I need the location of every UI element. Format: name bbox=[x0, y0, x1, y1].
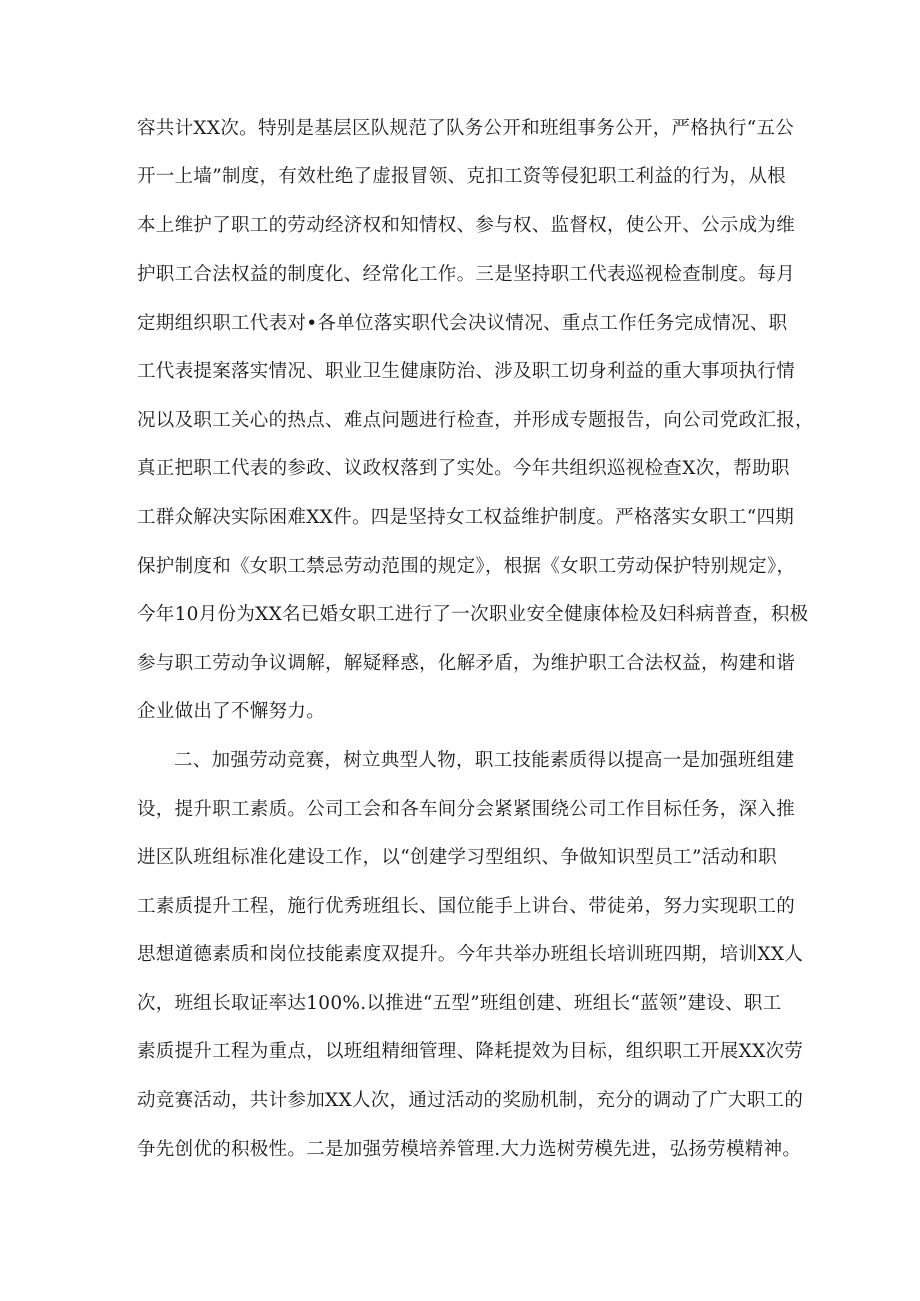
text-line: 况以及职工关心的热点、难点问题进行检查，并形成专题报告，向公司党政汇报， bbox=[137, 410, 814, 431]
text-line: 次，班组长取证率达100%.以推进“五型”班组创建、班组长“蓝领”建设、职工 bbox=[137, 993, 782, 1014]
text-line: 企业做出了不懈努力。 bbox=[137, 701, 326, 722]
text-line: 争先创优的积极性。二是加强劳模培养管理.大力选树劳模先进，弘扬劳模精神。 bbox=[137, 1139, 802, 1160]
text-line: 护职工合法权益的制度化、经常化工作。三是坚持职工代表巡视检查制度。每月 bbox=[137, 264, 796, 285]
text-line: 思想道德素质和岗位技能素度双提升。今年共举办班组长培训班四期，培训XX人 bbox=[137, 944, 804, 965]
text-line: 参与职工劳动争议调解，解疑释惑，化解矛盾，为维护职工合法权益，构建和谐 bbox=[137, 653, 796, 674]
text-line: 容共计XX次。特别是基层区队规范了队务公开和班组事务公开，严格执行“五公 bbox=[137, 118, 795, 139]
text-line: 真正把职工代表的参政、议政权落到了实处。今年共组织巡视检查X次，帮助职 bbox=[137, 458, 790, 479]
text-line: 本上维护了职工的劳动经济权和知情权、参与权、监督权，使公开、公示成为维 bbox=[137, 215, 796, 236]
text-line: 定期组织职工代表对•各单位落实职代会决议情况、重点工作任务完成情况、职 bbox=[137, 313, 788, 334]
text-line: 进区队班组标准化建设工作，以“创建学习型组织、争做知识型员工”活动和职 bbox=[137, 847, 777, 868]
text-line: 工素质提升工程，施行优秀班组长、国位能手上讲台、带徒弟，努力实现职工的 bbox=[137, 896, 796, 917]
text-line-indented: 二、加强劳动竞赛，树立典型人物，职工技能素质得以提高一是加强班组建 bbox=[174, 750, 795, 771]
text-line: 设，提升职工素质。公司工会和各车间分会紧紧围绕公司工作目标任务，深入推 bbox=[137, 799, 796, 820]
text-line: 开一上墙”制度，有效杜绝了虚报冒领、克扣工资等侵犯职工利益的行为，从根 bbox=[137, 166, 786, 187]
text-line: 工群众解决实际困难XX件。四是坚持女工权益维护制度。严格落实女职工“四期 bbox=[137, 507, 795, 528]
text-line: 动竞赛活动，共计参加XX人次，通过活动的奖励机制，充分的调动了广大职工的 bbox=[137, 1090, 804, 1111]
text-line: 素质提升工程为重点，以班组精细管理、降耗提效为目标，组织职工开展XX次劳 bbox=[137, 1041, 804, 1062]
text-line: 保护制度和《女职工禁忌劳动范围的规定》，根据《女职工劳动保护特别规定》， bbox=[137, 556, 796, 577]
text-line: 今年10月份为XX名已婚女职工进行了一次职业安全健康体检及妇科病普查，积极 bbox=[137, 604, 809, 625]
text-line: 工代表提案落实情况、职业卫生健康防治、涉及职工切身利益的重大事项执行情 bbox=[137, 361, 796, 382]
